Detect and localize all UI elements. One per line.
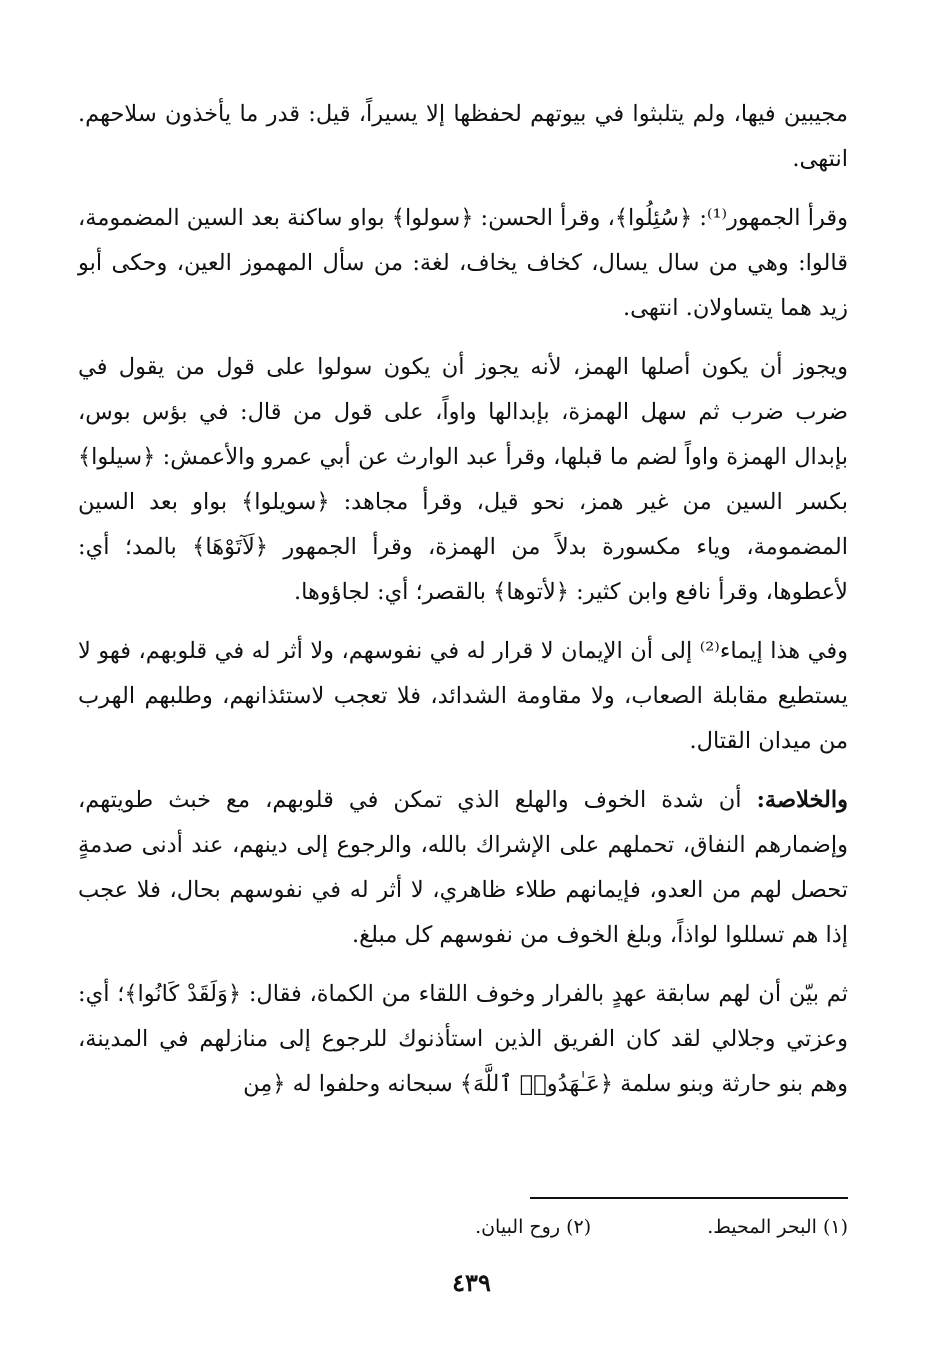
paragraph-text: وفي هذا إيماء⁽²⁾ إلى أن الإيمان لا قرار له في نفوسهم، ولا أثر له في قلوبهم، فهو لا يستطيع مقابلة الصعاب، ولا مقاومة الشدائد، فلا تعجب لاستئذانهم، وطلبهم الهرب من ميدان القتال. [78, 638, 848, 754]
paragraph-1 [78, 92, 848, 182]
paragraph-5 [78, 778, 848, 958]
paragraph-text: أن شدة الخوف والهلع الذي تمكن في قلوبهم، مع خبث طويتهم، وإضمارهم النفاق، تحملهم على الإشراك بالله، والرجوع إلى دينهم، عند أدنى صدمةٍ تحصل لهم من العدو، فإيمانهم طلاء ظاهري، لا أثر له في نفوسهم بحال، فلا عجب إذا هم تسللوا لواذاً، وبلغ الخوف من نفوسهم كل مبلغ. [78, 787, 848, 948]
footnote-divider [530, 1197, 848, 1199]
paragraph-text: ويجوز أن يكون أصلها الهمز، لأنه يجوز أن يكون سولوا على قول من يقول في ضرب ضرب ثم سهل الهمزة، بإبدالها واواً، على قول من قال: في بؤس بوس، بإبدال الهمزة واواً لضم ما قبلها، وقرأ عبد الوارث عن أبي عمرو والأعمش: ﴿سيلوا﴾ بكسر السين من غير همز، نحو قيل، وقرأ مجاهد: ﴿سويلوا﴾ بواو بعد السين المضمومة، وياء مكسورة بدلاً من الهمزة، وقرأ الجمهور ﴿لَآتَوْهَا﴾ بالمد؛ أي: لأعطوها، وقرأ نافع وابن كثير: ﴿لأتوها﴾ بالقصر؛ أي: لجاؤوها. [78, 354, 848, 605]
paragraph-text: وقرأ الجمهور⁽¹⁾: ﴿سُئِلُوا﴾، وقرأ الحسن: ﴿سولوا﴾ بواو ساكنة بعد السين المضمومة، قالوا: وهي من سال يسال، كخاف يخاف، لغة: من سأل المهموز العين، وحكى أبو زيد هما يتساولان. انتهى. [78, 205, 849, 321]
paragraph-2 [78, 196, 848, 331]
paragraph-text: ثم بيّن أن لهم سابقة عهدٍ بالفرار وخوف اللقاء من الكماة، فقال: ﴿وَلَقَدْ كَانُوا﴾؛ أي: وعزتي وجلالي لقد كان الفريق الذين استأذنوك للرجوع إلى منازلهم في المدينة، وهم بنو حارثة وبنو سلمة ﴿عَـٰهَدُوا۟ ٱللَّهَ﴾ سبحانه وحلفوا له ﴿مِن [78, 981, 848, 1097]
footnote-2: (٢) روح البيان. [475, 1216, 592, 1238]
body-text [78, 92, 848, 1121]
footnotes [78, 1210, 848, 1244]
footnote-1: (١) البحر المحيط. [707, 1216, 848, 1238]
page-number: ٤٣٩ [452, 1268, 491, 1297]
paragraph-3 [78, 345, 848, 615]
paragraph-text: مجيبين فيها، ولم يتلبثوا في بيوتهم لحفظها إلا يسيراً، قيل: قدر ما يأخذون سلاحهم. انتهى. [78, 101, 848, 172]
paragraph-lead: والخلاصة: [756, 787, 848, 813]
paragraph-6 [78, 972, 848, 1107]
paragraph-4 [78, 629, 848, 764]
